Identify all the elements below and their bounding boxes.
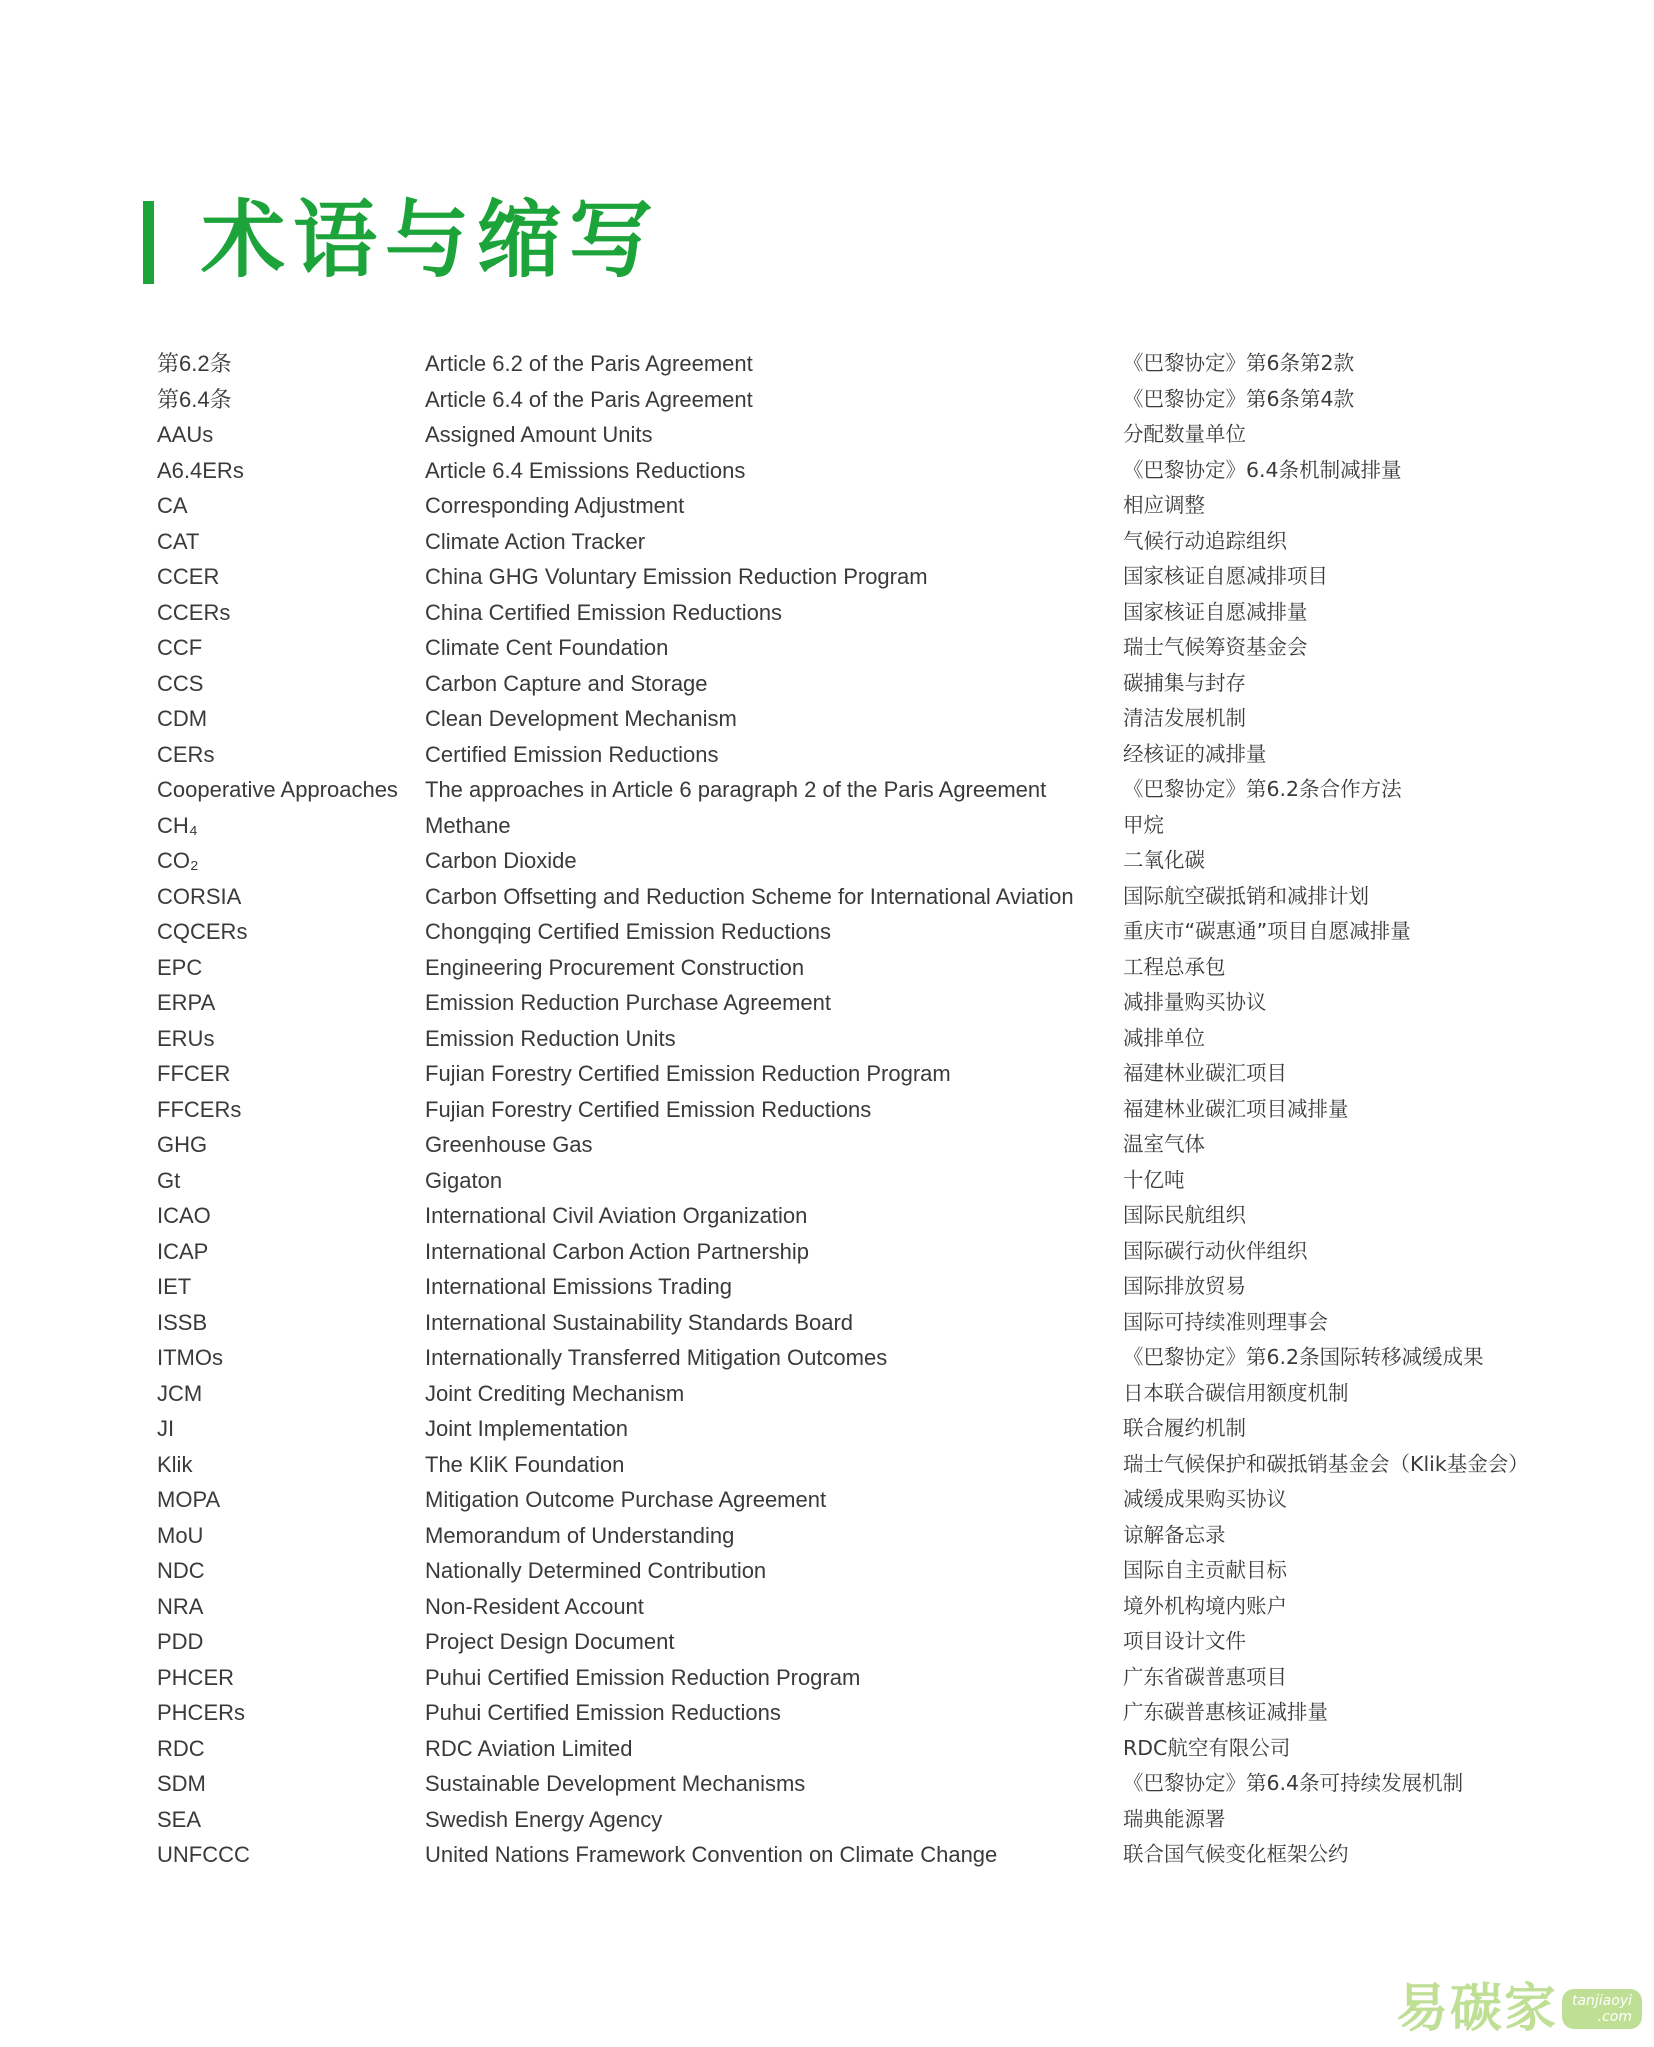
glossary-abbreviation: PDD: [157, 1629, 204, 1654]
glossary-english-term: The KliK Foundation: [425, 1451, 625, 1477]
glossary-chinese-term: 清洁发展机制: [1123, 706, 1246, 730]
glossary-english-term: Gigaton: [425, 1167, 503, 1193]
glossary-row: [157, 843, 1537, 879]
glossary-english-term: Mitigation Outcome Purchase Agreement: [425, 1487, 827, 1512]
glossary-row: [157, 737, 1537, 773]
glossary-chinese-term: 碳捕集与封存: [1123, 670, 1246, 695]
glossary-chinese-term: 瑞士气候保护和碳抵销基金会（Klik基金会）: [1123, 1451, 1529, 1476]
glossary-row: [157, 1234, 1537, 1270]
glossary-english-term: Engineering Procurement Construction: [425, 954, 805, 980]
glossary-row: [157, 1021, 1537, 1057]
glossary-chinese-term: 国家核证自愿减排量: [1123, 599, 1308, 624]
glossary-row: [157, 666, 1537, 702]
glossary-row: [157, 1695, 1537, 1731]
glossary-abbreviation: CH₄: [157, 812, 198, 838]
glossary-chinese-term: 国际碳行动伙伴组织: [1123, 1238, 1308, 1263]
glossary-english-term: Climate Action Tracker: [425, 528, 646, 554]
glossary-abbreviation: RDC: [157, 1735, 205, 1761]
glossary-row: [157, 1092, 1537, 1128]
glossary-chinese-term: 《巴黎协定》第6条第4款: [1123, 386, 1355, 411]
glossary-abbreviation: PHCERs: [157, 1700, 246, 1725]
glossary-chinese-term: 国际航空碳抵销和减排计划: [1123, 883, 1369, 908]
glossary-row: [157, 1624, 1537, 1660]
glossary-abbreviation: ERPA: [157, 990, 216, 1015]
glossary-english-term: Memorandum of Understanding: [425, 1522, 735, 1548]
glossary-english-term: Emission Reduction Units: [425, 1025, 676, 1051]
heading-accent-bar: [143, 201, 154, 284]
glossary-chinese-term: 分配数量单位: [1123, 422, 1246, 446]
glossary-abbreviation: JI: [157, 1416, 175, 1441]
glossary-english-term: Fujian Forestry Certified Emission Reduction Program: [425, 1061, 951, 1086]
glossary-english-term: Article 6.2 of the Paris Agreement: [425, 351, 753, 376]
glossary-abbreviation: CAT: [157, 528, 200, 554]
glossary-english-term: International Carbon Action Partnership: [425, 1238, 810, 1264]
glossary-english-term: Puhui Certified Emission Reductions: [425, 1700, 781, 1725]
glossary-row: [157, 630, 1537, 666]
glossary-abbreviation: MOPA: [157, 1487, 221, 1512]
glossary-chinese-term: RDC航空有限公司: [1123, 1735, 1291, 1760]
glossary-abbreviation: CA: [157, 493, 188, 518]
glossary-chinese-term: 境外机构境内账户: [1123, 1593, 1287, 1618]
glossary-english-term: International Sustainability Standards Board: [425, 1309, 854, 1335]
glossary-abbreviation: 第6.2条: [157, 351, 232, 376]
glossary-abbreviation: NRA: [157, 1593, 204, 1619]
glossary-chinese-term: 国家核证自愿减排项目: [1123, 564, 1328, 588]
glossary-abbreviation: CQCERs: [157, 919, 248, 944]
glossary-abbreviation: 第6.4条: [157, 386, 232, 412]
glossary-abbreviation: Klik: [157, 1451, 193, 1477]
glossary-english-term: Carbon Dioxide: [425, 848, 577, 873]
glossary-chinese-term: 气候行动追踪组织: [1123, 528, 1287, 553]
glossary-list: [157, 346, 1537, 1873]
glossary-chinese-term: 国际自主贡献目标: [1123, 1558, 1287, 1582]
glossary-abbreviation: FFCER: [157, 1061, 231, 1086]
glossary-english-term: Chongqing Certified Emission Reductions: [425, 919, 831, 944]
glossary-abbreviation: Gt: [157, 1167, 181, 1193]
glossary-english-term: Emission Reduction Purchase Agreement: [425, 990, 831, 1015]
glossary-abbreviation: CCER: [157, 564, 220, 589]
glossary-row: [157, 1802, 1537, 1838]
glossary-english-term: Clean Development Mechanism: [425, 706, 737, 731]
page-title: 术语与缩写: [201, 191, 662, 289]
glossary-row: [157, 879, 1537, 915]
glossary-row: [157, 382, 1537, 418]
glossary-chinese-term: 谅解备忘录: [1123, 1522, 1226, 1547]
glossary-row: [157, 1482, 1537, 1518]
glossary-english-term: Methane: [425, 812, 511, 838]
glossary-row: [157, 1340, 1537, 1376]
glossary-abbreviation: SEA: [157, 1806, 202, 1832]
glossary-chinese-term: 国际排放贸易: [1123, 1274, 1246, 1298]
glossary-abbreviation: ITMOs: [157, 1345, 223, 1370]
glossary-row: [157, 808, 1537, 844]
glossary-chinese-term: 相应调整: [1123, 493, 1205, 517]
glossary-abbreviation: UNFCCC: [157, 1842, 250, 1867]
glossary-abbreviation: CO₂: [157, 848, 199, 873]
glossary-row: [157, 701, 1537, 737]
glossary-chinese-term: 工程总承包: [1123, 954, 1226, 979]
glossary-row: [157, 1589, 1537, 1625]
glossary-abbreviation: CDM: [157, 706, 208, 731]
glossary-row: [157, 488, 1537, 524]
glossary-abbreviation: Cooperative Approaches: [157, 777, 398, 802]
glossary-abbreviation: ERUs: [157, 1025, 215, 1051]
glossary-english-term: Certified Emission Reductions: [425, 741, 719, 767]
glossary-row: [157, 1269, 1537, 1305]
glossary-row: [157, 1731, 1537, 1767]
glossary-abbreviation: GHG: [157, 1132, 208, 1157]
glossary-english-term: Assigned Amount Units: [425, 422, 653, 447]
glossary-abbreviation: A6.4ERs: [157, 457, 244, 483]
glossary-row: [157, 950, 1537, 986]
glossary-chinese-term: 减排量购买协议: [1123, 990, 1267, 1014]
glossary-chinese-term: 《巴黎协定》第6条第2款: [1123, 351, 1355, 375]
glossary-english-term: Puhui Certified Emission Reduction Program: [425, 1664, 861, 1690]
glossary-row: [157, 453, 1537, 489]
glossary-row: [157, 914, 1537, 950]
glossary-abbreviation: AAUs: [157, 422, 214, 447]
glossary-english-term: Non-Resident Account: [425, 1593, 644, 1619]
glossary-english-term: China Certified Emission Reductions: [425, 599, 783, 625]
glossary-abbreviation: CERs: [157, 741, 215, 767]
glossary-english-term: Greenhouse Gas: [425, 1132, 593, 1157]
glossary-chinese-term: 国际可持续准则理事会: [1123, 1309, 1328, 1334]
glossary-abbreviation: EPC: [157, 954, 203, 980]
glossary-chinese-term: 《巴黎协定》6.4条机制减排量: [1123, 457, 1402, 482]
glossary-chinese-term: 项目设计文件: [1123, 1629, 1246, 1653]
glossary-abbreviation: MoU: [157, 1522, 204, 1548]
glossary-abbreviation: CCF: [157, 635, 203, 660]
glossary-chinese-term: 国际民航组织: [1123, 1203, 1246, 1227]
glossary-abbreviation: ICAO: [157, 1203, 211, 1228]
glossary-english-term: International Emissions Trading: [425, 1274, 732, 1299]
glossary-row: [157, 1163, 1537, 1199]
glossary-english-term: Sustainable Development Mechanisms: [425, 1771, 806, 1796]
glossary-english-term: Joint Implementation: [425, 1416, 628, 1441]
glossary-row: [157, 1305, 1537, 1341]
glossary-abbreviation: JCM: [157, 1380, 203, 1406]
glossary-english-term: International Civil Aviation Organization: [425, 1203, 808, 1228]
glossary-abbreviation: IET: [157, 1274, 192, 1299]
glossary-english-term: RDC Aviation Limited: [425, 1735, 633, 1761]
glossary-row: [157, 772, 1537, 808]
glossary-row: [157, 1553, 1537, 1589]
glossary-english-term: Nationally Determined Contribution: [425, 1558, 767, 1583]
glossary-row: [157, 595, 1537, 631]
glossary-chinese-term: 福建林业碳汇项目: [1123, 1061, 1287, 1085]
glossary-chinese-term: 瑞典能源署: [1123, 1806, 1226, 1831]
glossary-chinese-term: 广东碳普惠核证减排量: [1123, 1700, 1328, 1724]
glossary-abbreviation: CCERs: [157, 599, 231, 625]
glossary-chinese-term: 《巴黎协定》第6.2条合作方法: [1123, 777, 1402, 801]
glossary-chinese-term: 十亿吨: [1123, 1167, 1185, 1192]
glossary-english-term: China GHG Voluntary Emission Reduction Program: [425, 564, 928, 589]
glossary-row: [157, 559, 1537, 595]
glossary-row: [157, 1837, 1537, 1873]
glossary-english-term: Article 6.4 of the Paris Agreement: [425, 386, 753, 412]
glossary-abbreviation: SDM: [157, 1771, 206, 1796]
glossary-row: [157, 985, 1537, 1021]
glossary-chinese-term: 减缓成果购买协议: [1123, 1487, 1287, 1511]
glossary-row: [157, 1766, 1537, 1802]
glossary-english-term: Project Design Document: [425, 1629, 675, 1654]
glossary-abbreviation: ICAP: [157, 1238, 209, 1264]
glossary-chinese-term: 联合履约机制: [1123, 1416, 1246, 1440]
glossary-row: [157, 1198, 1537, 1234]
glossary-english-term: The approaches in Article 6 paragraph 2 of the Paris Agreement: [425, 777, 1047, 802]
glossary-abbreviation: FFCERs: [157, 1096, 242, 1122]
glossary-chinese-term: 福建林业碳汇项目减排量: [1123, 1096, 1349, 1121]
glossary-english-term: Article 6.4 Emissions Reductions: [425, 457, 746, 483]
glossary-row: [157, 1411, 1537, 1447]
glossary-chinese-term: 温室气体: [1123, 1132, 1205, 1156]
glossary-english-term: Internationally Transferred Mitigation Outcomes: [425, 1345, 888, 1370]
glossary-english-term: Joint Crediting Mechanism: [425, 1380, 685, 1406]
glossary-abbreviation: CCS: [157, 670, 204, 696]
glossary-row: [157, 1447, 1537, 1483]
glossary-row: [157, 1376, 1537, 1412]
glossary-chinese-term: 减排单位: [1123, 1025, 1205, 1050]
glossary-row: [157, 1056, 1537, 1092]
glossary-row: [157, 417, 1537, 453]
glossary-english-term: Climate Cent Foundation: [425, 635, 669, 660]
glossary-abbreviation: NDC: [157, 1558, 205, 1583]
glossary-row: [157, 1660, 1537, 1696]
glossary-chinese-term: 《巴黎协定》第6.4条可持续发展机制: [1123, 1771, 1464, 1795]
glossary-chinese-term: 日本联合碳信用额度机制: [1123, 1380, 1349, 1405]
glossary-abbreviation: CORSIA: [157, 883, 242, 909]
glossary-abbreviation: PHCER: [157, 1664, 235, 1690]
glossary-row: [157, 524, 1537, 560]
glossary-english-term: Carbon Offsetting and Reduction Scheme for International Aviation: [425, 883, 1074, 909]
glossary-english-term: Swedish Energy Agency: [425, 1806, 663, 1832]
glossary-abbreviation: ISSB: [157, 1309, 208, 1335]
glossary-row: [157, 346, 1537, 382]
glossary-chinese-term: 瑞士气候筹资基金会: [1123, 635, 1308, 659]
glossary-chinese-term: 二氧化碳: [1123, 848, 1205, 872]
glossary-chinese-term: 《巴黎协定》第6.2条国际转移减缓成果: [1123, 1345, 1484, 1369]
glossary-chinese-term: 经核证的减排量: [1123, 741, 1267, 766]
watermark-domain: tanjiaoyi: [1571, 1993, 1632, 2009]
watermark-logo: 易碳家: [1395, 1979, 1558, 2039]
glossary-chinese-term: 甲烷: [1123, 812, 1164, 837]
watermark-badge: [1562, 1989, 1642, 2029]
watermark-tld: .com: [1597, 2009, 1632, 2025]
glossary-row: [157, 1518, 1537, 1554]
glossary-chinese-term: 重庆市“碳惠通”项目自愿减排量: [1123, 919, 1411, 943]
glossary-chinese-term: 广东省碳普惠项目: [1123, 1664, 1287, 1689]
glossary-chinese-term: 联合国气候变化框架公约: [1123, 1842, 1349, 1866]
glossary-english-term: Corresponding Adjustment: [425, 493, 685, 518]
glossary-english-term: Carbon Capture and Storage: [425, 670, 708, 696]
glossary-english-term: United Nations Framework Convention on Climate Change: [425, 1842, 998, 1867]
page-heading: [157, 190, 661, 290]
glossary-row: [157, 1127, 1537, 1163]
glossary-english-term: Fujian Forestry Certified Emission Reductions: [425, 1096, 872, 1122]
watermark: [1396, 1979, 1642, 2039]
